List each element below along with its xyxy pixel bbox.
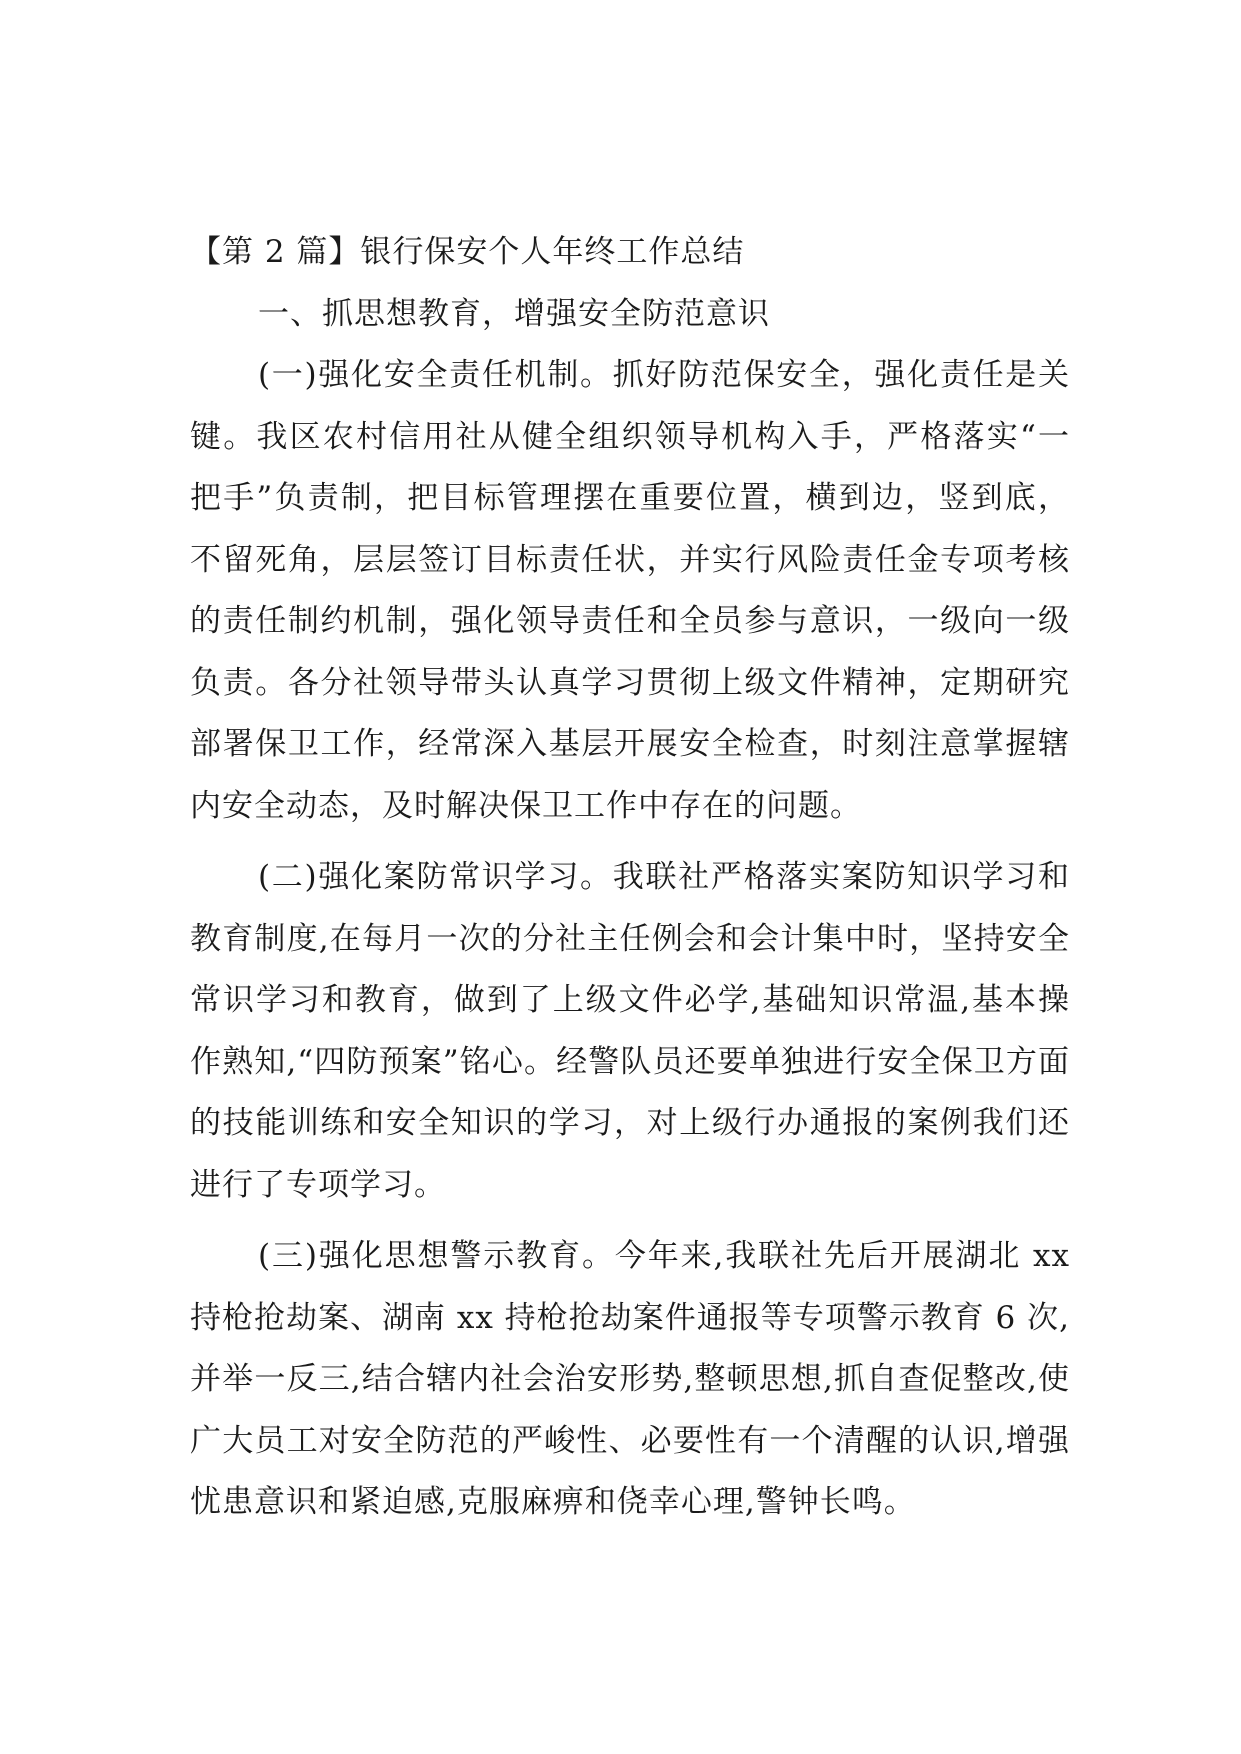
document-title: 【第 2 篇】银行保安个人年终工作总结 <box>190 234 745 270</box>
paragraph-case-prevention: (二)强化案防常识学习。我联社严格落实案防知识学习和教育制度,在每月一次的分社主任例会和会计集中时，坚持安全常识学习和教育，做到了上级文件必学,基础知识常温,基本操作熟知,“四防预案”铭心。经警队员还要单独进行安全保卫方面的技能训练和安全知识的学习，对上级行办通报的案例我们还进行了专项学习。 <box>190 859 1070 1203</box>
paragraph-responsibility: (一)强化安全责任机制。抓好防范保安全，强化责任是关键。我区农村信用社从健全组织领导机构入手，严格落实“一把手”负责制，把目标管理摆在重要位置，横到边，竖到底，不留死角，层层签订目标责任状，并实行风险责任金专项考核的责任制约机制，强化领导责任和全员参与意识，一级向一级负责。各分社领导带头认真学习贯彻上级文件精神，定期研究部署保卫工作，经常深入基层开展安全检查，时刻注意掌握辖内安全动态，及时解决保卫工作中存在的问题。 <box>190 357 1070 824</box>
paragraph-warning-education: (三)强化思想警示教育。今年来,我联社先后开展湖北 xx 持枪抢劫案、湖南 xx 持枪抢劫案件通报等专项警示教育 6 次,并举一反三,结合辖内社会治安形势,整顿思想,抓自查促整改,使广大员工对安全防范的严峻性、必要性有一个清醒的认识,增强忧患意识和紧迫感,克服麻痹和侥幸心理,警钟长鸣。 <box>190 1238 1070 1520</box>
document-body <box>190 222 1070 1534</box>
section-heading: 一、抓思想教育，增强安全防范意识 <box>258 295 770 332</box>
